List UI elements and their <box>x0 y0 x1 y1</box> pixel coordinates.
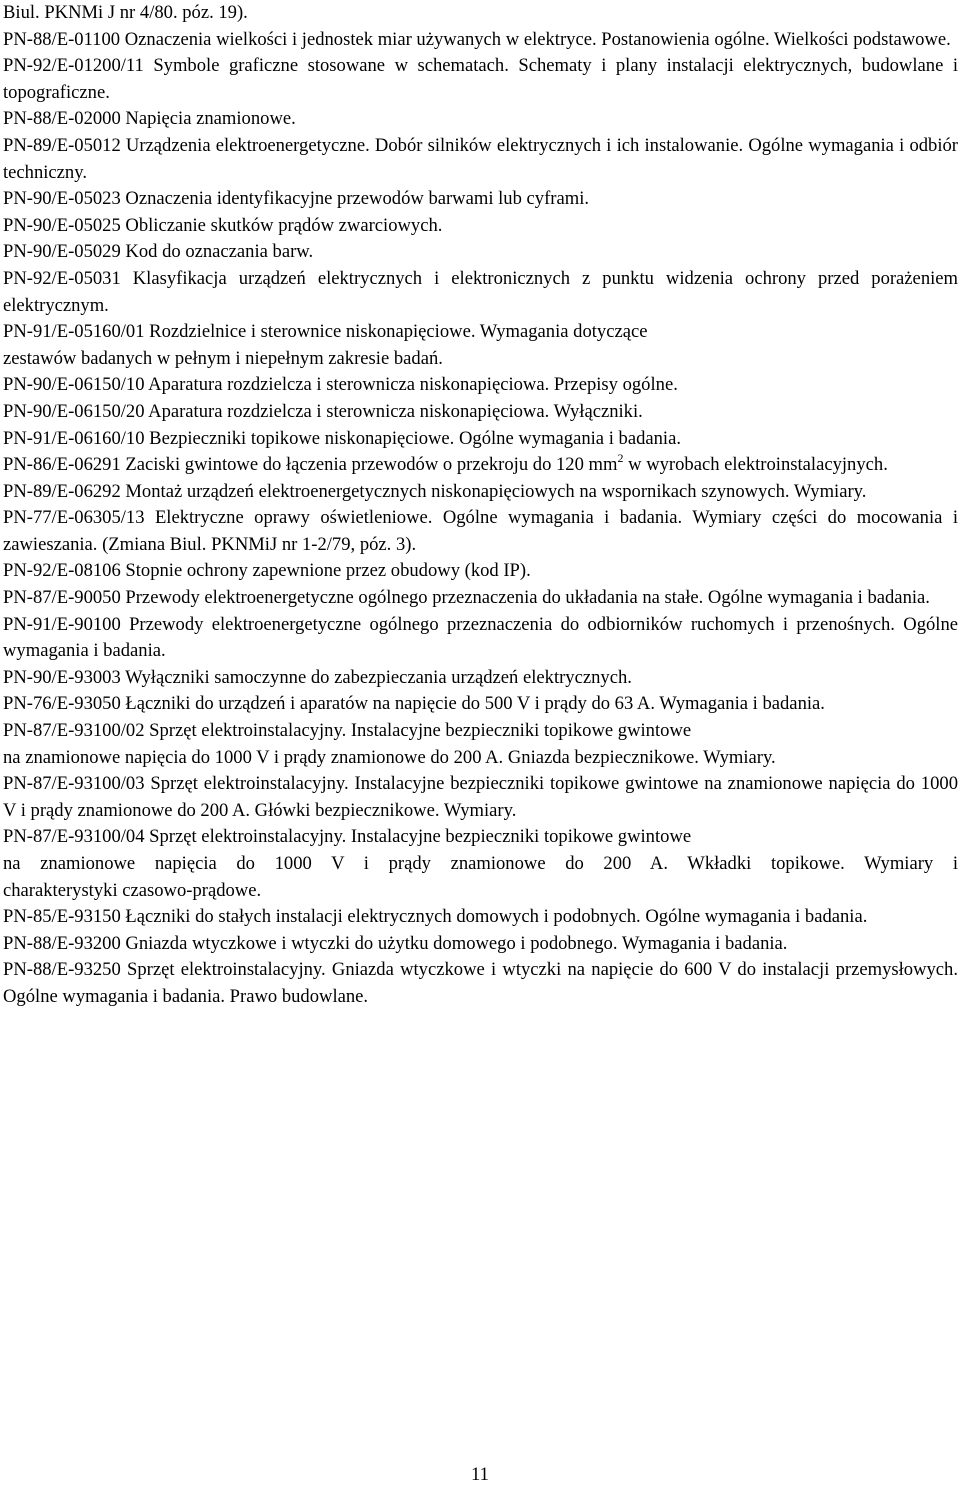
reference-entry-06291 <box>3 452 958 479</box>
reference-entry-93100-04 <box>3 824 958 904</box>
page-number: 11 <box>471 1464 489 1485</box>
reference-entry: PN-90/E-06150/20 Aparatura rozdzielcza i sterownicza niskonapięciowa. Wyłączniki. <box>3 400 643 422</box>
reference-entry: PN-90/E-05023 Oznaczenia identyfikacyjne przewodów barwami lub cyframi. <box>3 188 590 210</box>
reference-entry: Biul. PKNMi J nr 4/80. póz. 19). <box>3 2 248 23</box>
entry-text-before-superscript: PN-86/E-06291 Zaciski gwintowe do łączenia przewodów o przekroju do 120 mm <box>3 454 618 476</box>
reference-entry-93100-02 <box>3 718 958 771</box>
entry-line: PN-91/E-05160/01 Rozdzielnice i sterownice niskonapięciowe. Wymagania dotyczące <box>3 321 648 343</box>
entry-line: PN-87/E-93100/02 Sprzęt elektroinstalacyjny. Instalacyjne bezpieczniki topikowe gwintowe <box>3 720 692 742</box>
entry-line: na znamionowe napięcia do 1000 V i prądy znamionowe do 200 A. Wkładki topikowe. Wymiary i <box>3 853 958 874</box>
reference-entry: PN-90/E-93003 Wyłączniki samoczynne do zabezpieczania urządzeń elektrycznych. <box>3 666 632 688</box>
reference-entry: PN-90/E-05029 Kod do oznaczania barw. <box>3 241 314 263</box>
entry-line: na znamionowe napięcia do 1000 V i prądy znamionowe do 200 A. Gniazda bezpiecznikowe. Wymiary. <box>3 746 776 768</box>
reference-entry: PN-87/E-93100/03 Sprzęt elektroinstalacyjny. Instalacyjne bezpieczniki topikowe gwintowe na znamionowe napięcia do 1000 V i prądy znamionowe do 200 A. Główki bezpiecznikowe. Wymiary. <box>3 773 958 821</box>
reference-entry: PN-88/E-93200 Gniazda wtyczkowe i wtyczki do użytku domowego i podobnego. Wymagania i badania. <box>3 932 788 954</box>
reference-entry: PN-87/E-90050 Przewody elektroenergetyczne ogólnego przeznaczenia do układania na stałe. Ogólne wymagania i badania. <box>3 587 930 609</box>
reference-entry: PN-88/E-93250 Sprzęt elektroinstalacyjny. Gniazda wtyczkowe i wtyczki na napięcie do 600 V do instalacji przemysłowych. Ogólne wymagania i badania. Prawo budowlane. <box>3 959 958 1007</box>
reference-entry: PN-85/E-93150 Łączniki do stałych instalacji elektrycznych domowych i podobnych. Ogólne wymagania i badania. <box>3 906 868 928</box>
reference-entry: PN-89/E-05012 Urządzenia elektroenergetyczne. Dobór silników elektrycznych i ich instalowanie. Ogólne wymagania i odbiór techniczny. <box>3 134 958 183</box>
reference-entry: PN-88/E-01100 Oznaczenia wielkości i jednostek miar używanych w elektryce. Postanowienia ogólne. Wielkości podstawowe. <box>3 28 951 50</box>
reference-entry: PN-76/E-93050 Łączniki do urządzeń i aparatów na napięcie do 500 V i prądy do 63 A. Wymagania i badania. <box>3 693 825 715</box>
entry-text-after-superscript: w wyrobach elektroinstalacyjnych. <box>623 454 888 476</box>
reference-entry-05160 <box>3 319 958 372</box>
reference-entry: PN-91/E-90100 Przewody elektroenergetyczne ogólnego przeznaczenia do odbiorników ruchomych i przenośnych. Ogólne wymagania i badania. <box>3 613 958 662</box>
reference-entry: PN-92/E-01200/11 Symbole graficzne stosowane w schematach. Schematy i plany instalacji elektrycznych, budowlane i topograficzne. <box>3 55 958 103</box>
entry-line: PN-87/E-93100/04 Sprzęt elektroinstalacyjny. Instalacyjne bezpieczniki topikowe gwintowe <box>3 826 692 848</box>
reference-entry: PN-77/E-06305/13 Elektryczne oprawy oświetleniowe. Ogólne wymagania i badania. Wymiary części do mocowania i zawieszania. (Zmiana Biul. PKNMiJ nr 1-2/79, póz. 3). <box>3 507 958 555</box>
superscript: 2 <box>617 451 624 466</box>
document-page <box>3 0 958 1011</box>
reference-entry: PN-90/E-05025 Obliczanie skutków prądów zwarciowych. <box>3 214 443 236</box>
entry-line: zestawów badanych w pełnym i niepełnym zakresie badań. <box>3 347 443 369</box>
reference-entry: PN-91/E-06160/10 Bezpieczniki topikowe niskonapięciowe. Ogólne wymagania i badania. <box>3 427 681 449</box>
reference-entry: PN-89/E-06292 Montaż urządzeń elektroenergetycznych niskonapięciowych na wspornikach szynowych. Wymiary. <box>3 480 867 502</box>
reference-entry: PN-92/E-08106 Stopnie ochrony zapewnione przez obudowy (kod IP). <box>3 560 531 582</box>
reference-entry: PN-90/E-06150/10 Aparatura rozdzielcza i sterownicza niskonapięciowa. Przepisy ogólne. <box>3 374 678 396</box>
entry-line: charakterystyki czasowo-prądowe. <box>3 879 262 901</box>
reference-entry: PN-92/E-05031 Klasyfikacja urządzeń elektrycznych i elektronicznych z punktu widzenia ochrony przed porażeniem elektrycznym. <box>3 267 958 316</box>
reference-entry: PN-88/E-02000 Napięcia znamionowe. <box>3 108 296 130</box>
